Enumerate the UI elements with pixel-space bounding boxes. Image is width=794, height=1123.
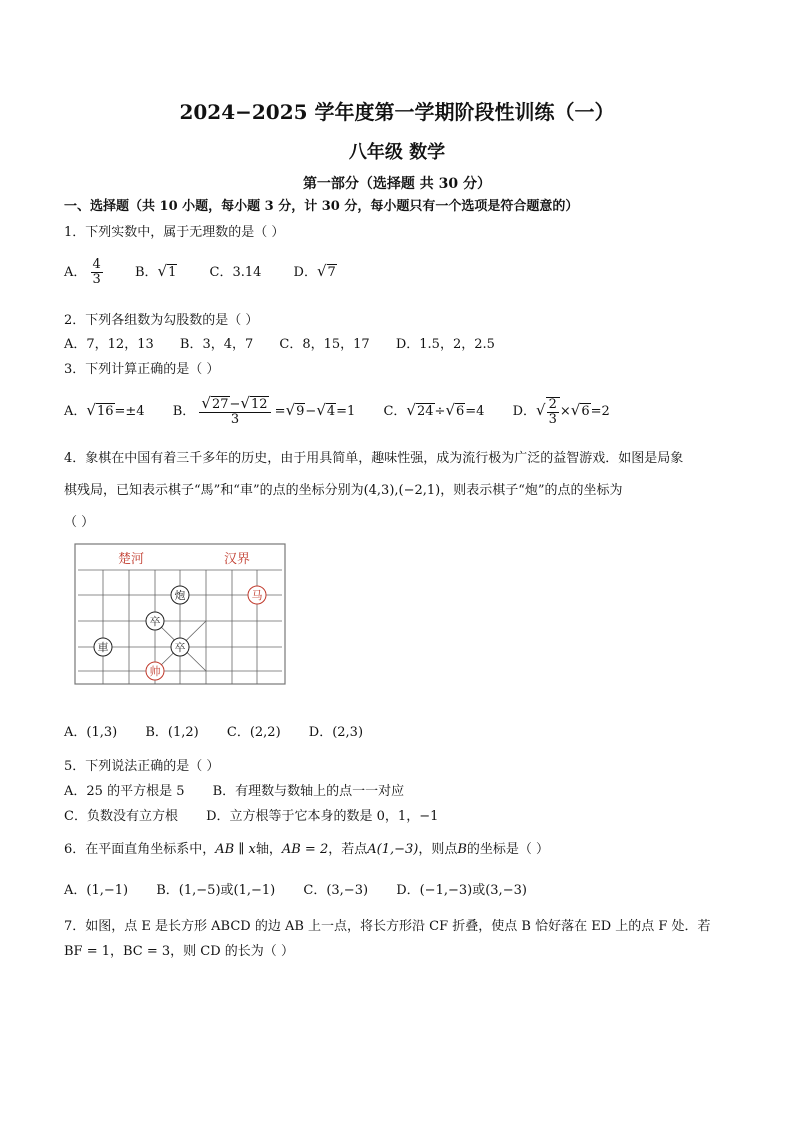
- piece-zu-2: [171, 638, 189, 656]
- q5-option-d: D．立方根等于它本身的数是 0，1，−1: [206, 809, 439, 824]
- q1-option-a: A． $\frac{4}{3}$: [64, 257, 101, 287]
- q5-stem: 5．下列说法正确的是（ ）: [64, 759, 220, 774]
- q3-option-c: C．√24÷√6=4: [383, 401, 485, 419]
- q2-option-a: A．7，12，13: [64, 337, 154, 352]
- q3-option-a: A．√16=±4: [64, 401, 145, 419]
- q3-options: [64, 396, 610, 427]
- q5-row1: [64, 783, 404, 801]
- chess-board-figure: [74, 543, 288, 688]
- svg-text:車: 車: [97, 642, 109, 654]
- q2-option-b: B．3，4，7: [179, 337, 254, 352]
- grade-subject: 八年级 数学: [348, 142, 446, 163]
- q1-options: [64, 258, 337, 287]
- part-heading: 第一部分（选择题 共 30 分）: [302, 176, 492, 192]
- q2-stem: 2．下列各组数为勾股数的是（ ）: [64, 313, 259, 328]
- river-right-label: 汉界: [224, 551, 251, 566]
- q1-option-b: B．√1: [134, 262, 177, 280]
- svg-text:马: 马: [251, 590, 263, 602]
- q4-blank: （ ）: [64, 515, 95, 530]
- q3-option-b: B． $\frac{√27-√12}{3}$ =√9−√4=1: [172, 394, 356, 427]
- q2-option-c: C．8，15，17: [279, 337, 370, 352]
- q6-option-d: D．(−1,−3)或(3,−3): [396, 883, 527, 898]
- q3-option-d: D．√ $\frac{2}{3}$ ×√6=2: [512, 396, 610, 427]
- q2-options: [64, 336, 495, 354]
- q6-option-a: A．(1,−1): [64, 883, 129, 898]
- q7-stem-line1: 7．如图，点 E 是长方形 ABCD 的边 AB 上一点，将长方形沿 CF 折叠，使点 B 恰好落在 ED 上的点 F 处．若: [64, 919, 711, 934]
- q5-option-a: A．25 的平方根是 5: [64, 784, 185, 799]
- q6-option-c: C．(3,−3): [303, 883, 369, 898]
- q4-option-a: A．(1,3): [64, 725, 118, 740]
- q5-option-c: C．负数没有立方根: [64, 809, 178, 824]
- q2-option-d: D．1.5，2，2.5: [395, 337, 495, 352]
- svg-text:帅: 帅: [149, 666, 161, 678]
- q4-options: [64, 724, 363, 742]
- piece-ma: [248, 586, 266, 604]
- river-left-label: 楚河: [118, 551, 145, 566]
- q4-option-d: D．(2,3): [308, 725, 364, 740]
- q4-option-b: B．(1,2): [145, 725, 199, 740]
- piece-zu-1: [146, 612, 164, 630]
- section-heading: 一、选择题（共 10 小题，每小题 3 分，计 30 分，每小题只有一个选项是符合题意的）: [64, 199, 579, 214]
- svg-text:卒: 卒: [174, 642, 186, 654]
- q1-option-d: D．√7: [293, 262, 336, 280]
- q6-option-b: B．(1,−5)或(1,−1): [156, 883, 276, 898]
- q4-stem-line1: 4．象棋在中国有着三千多年的历史，由于用具简单，趣味性强，成为流行极为广泛的益智游戏．如图是局象: [64, 451, 684, 466]
- q4-stem-line2: 棋残局，已知表示棋子“馬”和“車”的点的坐标分别为(4,3),(−2,1)，则表示棋子“炮”的点的坐标为: [64, 483, 623, 498]
- q1-stem: 1．下列实数中，属于无理数的是（ ）: [64, 225, 285, 240]
- piece-shuai: [146, 662, 164, 680]
- piece-pao: [171, 586, 189, 604]
- svg-text:卒: 卒: [149, 616, 161, 628]
- q4-option-c: C．(2,2): [226, 725, 281, 740]
- q1-option-c: C．3.14: [209, 265, 262, 280]
- svg-text:炮: 炮: [174, 590, 186, 602]
- q6-options: [64, 882, 527, 900]
- q5-option-b: B．有理数与数轴上的点一一对应: [212, 784, 405, 799]
- q6-stem: 6．在平面直角坐标系中，AB ∥ x轴，AB = 2，若点A(1,−3)，则点B的坐标是（ ）: [64, 842, 550, 857]
- q7-stem-line2: BF = 1，BC = 3，则 CD 的长为（ ）: [64, 944, 294, 959]
- piece-ju: [94, 638, 112, 656]
- exam-title: 2024−2025 学年度第一学期阶段性训练（一）: [179, 100, 615, 124]
- q3-stem: 3．下列计算正确的是（ ）: [64, 362, 220, 377]
- q5-row2: [64, 808, 438, 826]
